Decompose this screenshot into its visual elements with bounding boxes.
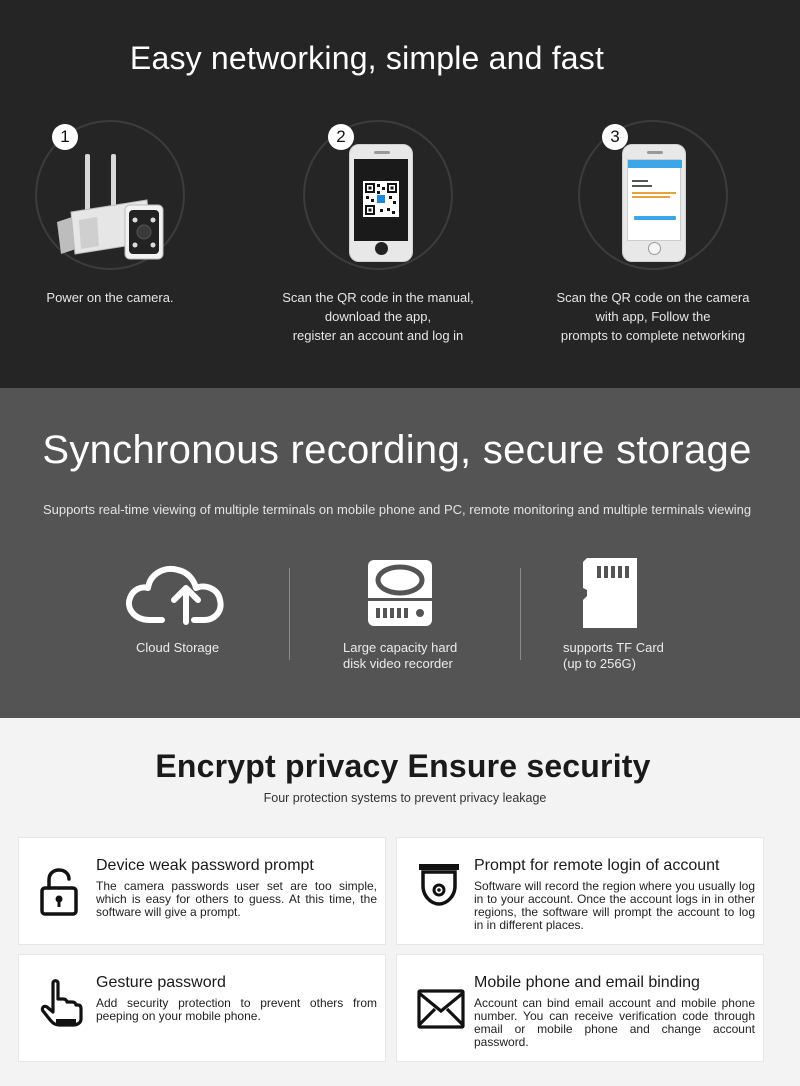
phone-screen [354, 159, 408, 241]
phone-qr-icon [349, 144, 413, 262]
step-2-caption-line: register an account and log in [292, 328, 464, 343]
step-3-number: 3 [602, 124, 628, 150]
security-subtitle: Four protection systems to prevent privacy leakage [263, 791, 547, 805]
feature-label-line: disk video recorder [343, 656, 453, 671]
phone-speaker [647, 151, 663, 154]
step-1-caption [0, 288, 235, 307]
phone-home-button [648, 242, 661, 255]
step-2-caption [253, 288, 503, 345]
security-section [0, 718, 800, 1086]
card-title: Gesture password [96, 974, 226, 991]
recording-section [0, 388, 800, 718]
phone-app-icon [622, 144, 686, 262]
security-title: Encrypt privacy Ensure security [155, 748, 651, 784]
phone-home-button [375, 242, 388, 255]
phone-screen [627, 159, 681, 241]
step-3-caption-line: with app, Follow the [595, 309, 711, 324]
networking-section [0, 0, 800, 388]
cloud-upload-icon [100, 558, 280, 628]
feature-label-line: Large capacity hard [343, 640, 458, 655]
divider [289, 568, 290, 660]
feature-label [343, 640, 457, 672]
hard-disk-icon [310, 558, 490, 628]
qr-code-icon [363, 181, 399, 217]
recording-title: Synchronous recording, secure storage [42, 428, 752, 472]
envelope-icon [417, 985, 465, 1033]
step-1-number: 1 [52, 124, 78, 150]
step-3-caption-line: Scan the QR code on the camera [556, 290, 750, 305]
feature-label-line: Cloud Storage [136, 640, 220, 655]
step-2-caption-line: Scan the QR code in the manual, [282, 290, 474, 305]
security-card-weak-password [18, 837, 386, 945]
card-title: Prompt for remote login of account [474, 857, 720, 874]
sd-card-icon [521, 558, 701, 628]
card-description: Software will record the region where you usually log in to your account. Once the account logs in in other regions, the software will prompt the account to log in in different places. [474, 879, 755, 932]
security-card-remote-login [396, 837, 764, 945]
unlocked-padlock-icon [39, 868, 83, 916]
networking-title: Easy networking, simple and fast [129, 40, 605, 76]
feature-label-line: (up to 256G) [563, 656, 636, 671]
dome-camera-icon [417, 862, 461, 910]
step-2-number: 2 [328, 124, 354, 150]
card-description: Add security protection to prevent others from peeping on your mobile phone. [96, 996, 377, 1023]
card-title: Mobile phone and email binding [474, 974, 700, 991]
card-title: Device weak password prompt [96, 857, 314, 874]
app-screen-icon [628, 160, 682, 242]
feature-label [136, 640, 219, 656]
security-card-phone-email-binding [396, 954, 764, 1062]
card-description: The camera passwords user set are too simple, which is easy for others to guess. At this time, the software will give a prompt. [96, 879, 377, 919]
camera-icon [57, 150, 167, 280]
card-description: Account can bind email account and mobile phone number. You can receive verification code through email or mobile phone and change account password. [474, 996, 755, 1049]
pointing-hand-icon [39, 979, 83, 1027]
step-3-caption [528, 288, 778, 345]
recording-subtitle: Supports real-time viewing of multiple terminals on mobile phone and PC, remote monitoring and multiple terminals viewing [42, 502, 752, 517]
feature-label-line: supports TF Card [563, 640, 664, 655]
feature-label [563, 640, 664, 672]
step-3-caption-line: prompts to complete networking [560, 328, 746, 343]
phone-speaker [374, 151, 390, 154]
step-1-caption-line: Power on the camera. [46, 290, 174, 305]
security-card-gesture-password [18, 954, 386, 1062]
step-2-caption-line: download the app, [324, 309, 432, 324]
